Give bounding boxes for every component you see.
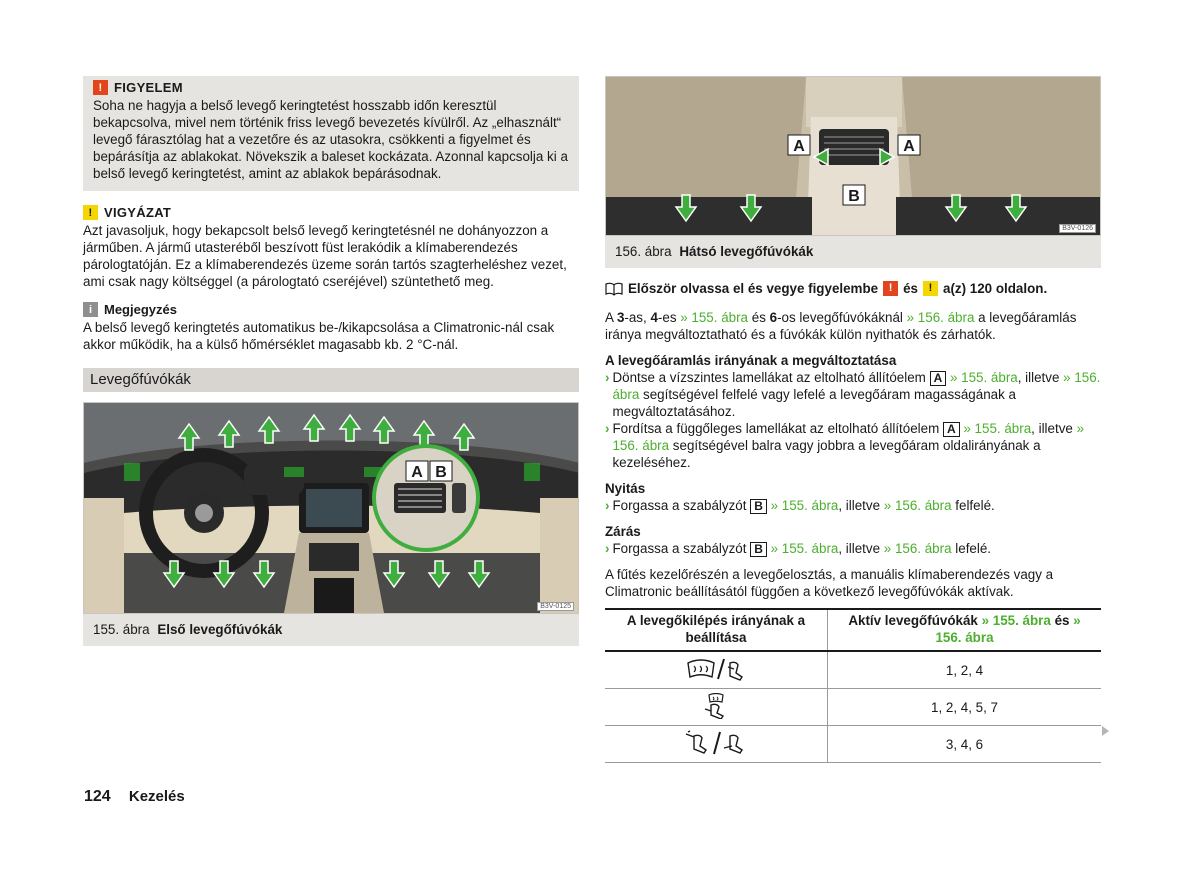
- figure-155-image: [83, 402, 579, 614]
- figure-156-link[interactable]: » 156. ábra: [906, 310, 975, 325]
- instruction-text: , illetve: [838, 541, 881, 556]
- control-a-label: A: [943, 422, 960, 437]
- chapter-name: Kezelés: [128, 788, 185, 805]
- figure-155-link[interactable]: » 155. ábra: [981, 613, 1051, 628]
- windscreen-and-feet-icon: [605, 651, 828, 689]
- vent-number-3: 3: [616, 310, 625, 325]
- bullet-arrow-icon: ›: [605, 421, 610, 436]
- book-icon: [605, 282, 623, 296]
- closing-heading: Zárás: [605, 524, 641, 539]
- intro-text: -as,: [624, 310, 647, 325]
- figure-155-link[interactable]: » 155. ábra: [949, 370, 1018, 385]
- table-row: [605, 689, 1101, 726]
- figure-155-code: B3V-0125: [537, 602, 574, 611]
- intro-paragraph: [605, 309, 1101, 343]
- table-header-direction: A levegőkilépés irányának a beállítása: [605, 609, 828, 651]
- instruction-text: felfelé.: [955, 498, 995, 513]
- left-column: [83, 76, 579, 646]
- instruction-text: Döntse a vízszintes lamellákat az eltolható állítóelem: [612, 370, 926, 385]
- table-row: [605, 651, 1101, 689]
- change-direction-item-1: [605, 369, 1101, 420]
- front-dashboard-illustration: [84, 403, 579, 613]
- caution-text: Azt javasoljuk, hogy bekapcsolt belső levegő keringtetésnél ne dohányozzon a járműben. A jármű utasteréből beszívott füst lerakódik a klímaberendezés párologtatóján. Ez a klímaberendezés üzeme során tartós szagterheléshez vezet, ami csak nagy költséggel (a párologtató cseréjével) szüntethető meg.: [83, 223, 567, 289]
- fig156-label-a-right: A: [903, 138, 915, 155]
- table-cell-vents: 3, 4, 6: [828, 726, 1102, 763]
- figure-155-link[interactable]: » 155. ábra: [963, 421, 1032, 436]
- instruction-text: Forgassa a szabályzót: [612, 541, 747, 556]
- note-box: [83, 290, 579, 353]
- instruction-text: , illetve: [838, 498, 881, 513]
- instruction-text: , illetve: [1017, 370, 1060, 385]
- feet-with-windscreen-icon: [605, 689, 828, 726]
- fig156-label-b: B: [848, 188, 860, 205]
- figure-156-number: 156. ábra: [615, 244, 672, 259]
- fig155-label-a: A: [411, 464, 423, 481]
- fig155-label-b: B: [435, 464, 447, 481]
- note-title: Megjegyzés: [104, 302, 177, 317]
- intro-text: A: [605, 310, 614, 325]
- table-header-text: és: [1054, 613, 1070, 628]
- next-page-arrow-icon: [1102, 726, 1109, 736]
- figure-155-title: Első levegőfúvókák: [157, 622, 283, 637]
- fig156-label-a-left: A: [793, 138, 805, 155]
- note-text: A belső levegő keringtetés automatikus be-/kikapcsolása a Climatronic-nál csak akkor működik, ha a külső hőmérséklet magasabb kb. 2 °C-nál.: [83, 320, 555, 352]
- opening-item: [605, 497, 1101, 514]
- control-b-label: B: [750, 542, 767, 557]
- right-column: [605, 76, 1101, 763]
- figure-155-caption: [83, 614, 579, 646]
- section-title: Levegőfúvókák: [83, 368, 579, 392]
- change-direction-heading: A levegőáramlás irányának a megváltoztatása: [605, 353, 897, 368]
- intro-text: -es: [657, 310, 677, 325]
- table-header-active-vents: [828, 609, 1102, 651]
- read-first-pre: Először olvassa el és vegye figyelembe: [628, 281, 879, 296]
- figure-156-code: B3V-0126: [1059, 224, 1096, 233]
- change-direction-item-2: [605, 420, 1101, 471]
- control-a-label: A: [930, 371, 947, 386]
- control-b-label: B: [750, 499, 767, 514]
- closing-item: [605, 540, 1101, 557]
- instruction-text: Forgassa a szabályzót: [612, 498, 747, 513]
- distribution-text: A fűtés kezelőrészén a levegőelosztás, a manuális klímaberendezés vagy a Climatronic beállításától függően a következő levegőfúvókák aktívak.: [605, 567, 1054, 599]
- instruction-text: Fordítsa a függőleges lamellákat az eltolható állítóelem: [612, 421, 940, 436]
- warning-icon-inline: !: [883, 281, 898, 296]
- figure-156-title: Hátsó levegőfúvókák: [679, 244, 814, 259]
- vents-table: [605, 608, 1101, 763]
- figure-156-link[interactable]: » 156. ábra: [612, 421, 1085, 453]
- bullet-arrow-icon: ›: [605, 370, 610, 385]
- intro-text: a levegőáramlás iránya megváltoztatható és a fúvókák külön nyithatók és zárhatók.: [605, 310, 1077, 342]
- vent-number-4: 4: [650, 310, 658, 325]
- figure-156-link[interactable]: » 156. ábra: [935, 613, 1081, 645]
- warning-icon: !: [93, 80, 108, 95]
- upper-body-and-feet-icon: [605, 726, 828, 763]
- figure-155-link[interactable]: » 155. ábra: [680, 310, 749, 325]
- caution-icon: !: [83, 205, 98, 220]
- page-footer: [84, 788, 185, 806]
- read-first-post: a(z) 120 oldalon.: [943, 281, 1048, 296]
- instruction-text: segítségével balra vagy jobbra a levegőáram oldalirányának a kezeléséhez.: [612, 438, 1041, 470]
- caution-box: [83, 191, 579, 290]
- bullet-arrow-icon: ›: [605, 498, 610, 513]
- warning-box: [83, 76, 579, 191]
- read-first-mid: és: [903, 281, 918, 296]
- figure-156-image: [605, 76, 1101, 236]
- figure-155-number: 155. ábra: [93, 622, 150, 637]
- table-cell-vents: 1, 2, 4: [828, 651, 1102, 689]
- opening-heading: Nyitás: [605, 481, 646, 496]
- caution-title: VIGYÁZAT: [104, 205, 172, 220]
- figure-156-caption: [605, 236, 1101, 268]
- warning-title: FIGYELEM: [114, 80, 183, 95]
- figure-155-link[interactable]: » 155. ábra: [770, 541, 839, 556]
- caution-heading: [83, 205, 579, 220]
- table-row: [605, 726, 1101, 763]
- note-heading: [83, 302, 579, 317]
- figure-155-link[interactable]: » 155. ábra: [770, 498, 839, 513]
- table-cell-vents: 1, 2, 4, 5, 7: [828, 689, 1102, 726]
- warning-text: Soha ne hagyja a belső levegő keringtetést hosszabb időn keresztül bekapcsolva, mivel nem történik friss levegő bevezetés kívülről. Az „elhasznált“ levegő fárasztólag hat a vezetőre és az utasokra, csökkenti a figyelmet és bepárásítja az ablakokat. Növekszik a baleset kockázata. Azonnal kapcsolja ki a belső levegő keringtetést, amint az ablakok bepárásodnak.: [93, 98, 568, 181]
- intro-text: -os levegőfúvókáknál: [777, 310, 903, 325]
- bullet-arrow-icon: ›: [605, 541, 610, 556]
- instruction-text: lefelé.: [955, 541, 992, 556]
- info-icon: i: [83, 302, 98, 317]
- figure-156-link[interactable]: » 156. ábra: [612, 370, 1101, 402]
- table-header-text: Aktív levegőfúvókák: [848, 613, 978, 628]
- caution-icon-inline: !: [923, 281, 938, 296]
- rear-vents-illustration: [606, 77, 1101, 235]
- warning-heading: [93, 80, 569, 95]
- table-header-row: [605, 609, 1101, 651]
- figure-156-link[interactable]: » 156. ábra: [883, 541, 952, 556]
- instruction-text: , illetve: [1031, 421, 1073, 436]
- vent-number-6: 6: [769, 310, 778, 325]
- page-number: 124: [84, 788, 111, 805]
- read-first-line: [605, 280, 1101, 297]
- figure-156-link[interactable]: » 156. ábra: [883, 498, 952, 513]
- instruction-text: segítségével felfelé vagy lefelé a levegőáram magasságának a megváltoztatásához.: [612, 387, 1016, 419]
- intro-text: és: [751, 310, 766, 325]
